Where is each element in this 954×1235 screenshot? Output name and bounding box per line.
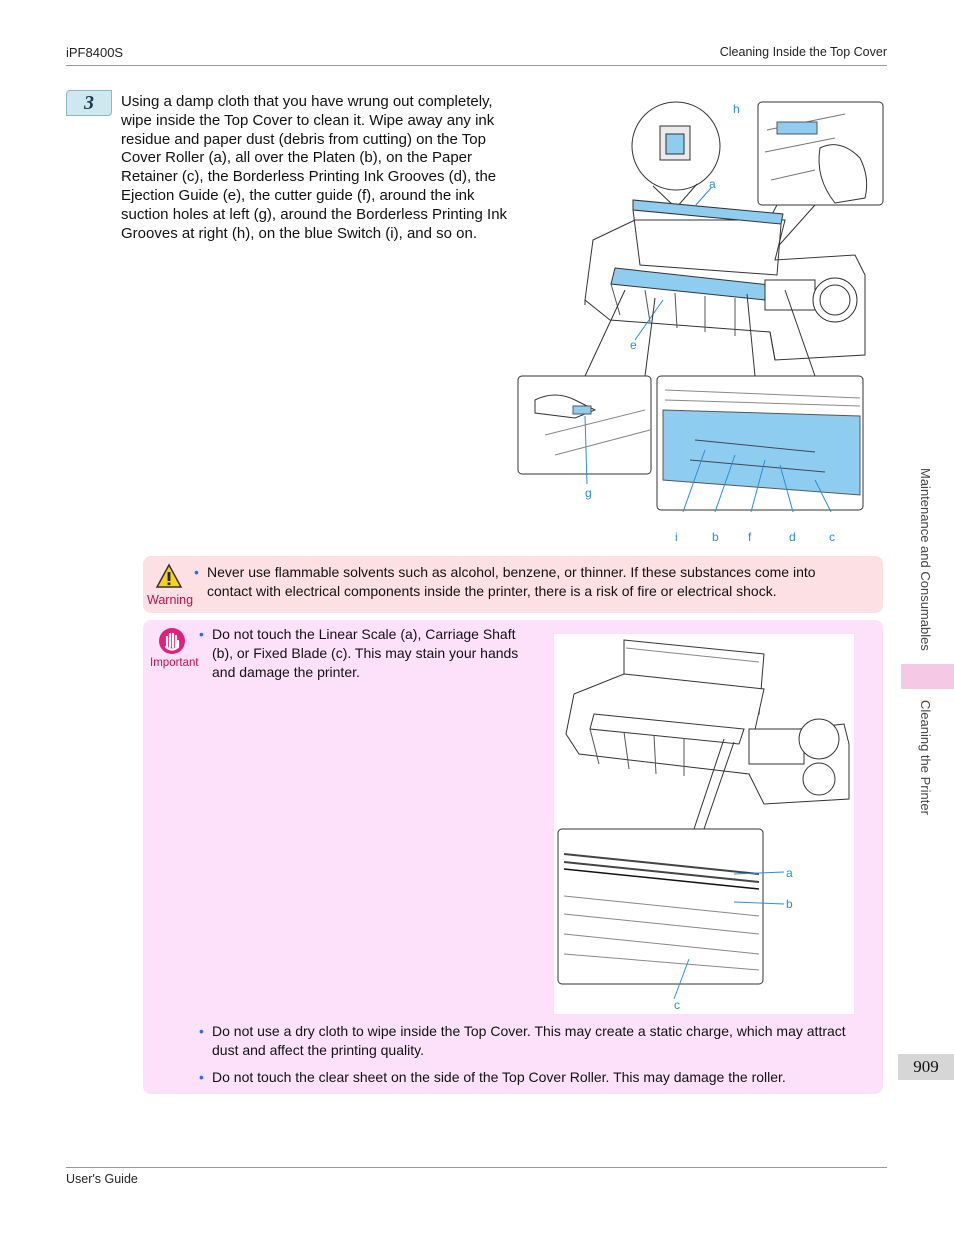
warning-bullet-text: Never use flammable solvents such as alcohol, benzene, or thinner. If these substances come into contact with electrical components inside the printer, there is a risk of fire or electrical shock. bbox=[207, 564, 816, 599]
label-a: a bbox=[709, 177, 716, 191]
header-model: iPF8400S bbox=[66, 45, 124, 60]
step-instruction-text: Using a damp cloth that you have wrung out completely, wipe inside the Top Cover to clean it. Wipe away any ink residue and paper dust (debris from cutting) on the Top Cover Roller (a), all over the Platen (b), on the Paper Retainer (c), the Borderless Printing Ink Grooves (d), the Ejection Guide (e), the cutter guide (f), around the ink suction holes at left (g), around the Borderless Printing Ink Grooves at right (h), on the blue Switch (i), and so on. bbox=[121, 93, 508, 242]
warning-caption: Warning bbox=[147, 593, 194, 607]
important-bullet-3-text: Do not touch the clear sheet on the side of the Top Cover Roller. This may damage the roller. bbox=[212, 1069, 786, 1085]
side-tab-section[interactable]: Cleaning the Printer bbox=[918, 700, 933, 815]
label-h: h bbox=[733, 102, 740, 116]
bullet-dot-icon: • bbox=[194, 564, 199, 580]
header-rule bbox=[66, 65, 887, 66]
important-bullet-3 bbox=[199, 1068, 865, 1087]
important-bullet-2-text: Do not use a dry cloth to wipe inside the Top Cover. This may create a static charge, which may attract dust and affect the printing quality. bbox=[212, 1023, 846, 1058]
footer-guide-title: User's Guide bbox=[66, 1172, 138, 1186]
important-caption: Important bbox=[150, 657, 199, 669]
footer-rule bbox=[66, 1167, 887, 1168]
printer-parts-illustration bbox=[554, 634, 854, 1014]
header-section: Cleaning Inside the Top Cover bbox=[719, 45, 887, 59]
important-hand-icon bbox=[158, 627, 186, 655]
label-i: i bbox=[675, 530, 678, 544]
bullet-dot-icon: • bbox=[199, 626, 204, 642]
page-number: 909 bbox=[898, 1054, 954, 1080]
important-bullet-1 bbox=[199, 625, 539, 682]
label-b: b bbox=[712, 530, 719, 544]
label-c: c bbox=[829, 530, 835, 544]
bullet-dot-icon: • bbox=[199, 1023, 204, 1039]
scale-shaft-blade-closeup-callout bbox=[558, 829, 763, 984]
label-d: d bbox=[789, 530, 796, 544]
printer-cleaning-illustration bbox=[515, 100, 887, 550]
important-bullet-1-text: Do not touch the Linear Scale (a), Carriage Shaft (b), or Fixed Blade (c). This may stain your hands and damage the printer. bbox=[212, 626, 519, 680]
label-fixed-blade-c: c bbox=[674, 998, 680, 1012]
bullet-dot-icon: • bbox=[199, 1069, 204, 1085]
warning-bullet bbox=[194, 563, 864, 601]
step-number-badge: 3 bbox=[66, 90, 112, 116]
label-e: e bbox=[630, 338, 637, 352]
label-linear-scale-a: a bbox=[786, 866, 793, 880]
label-g: g bbox=[585, 486, 592, 500]
side-tab-chapter[interactable]: Maintenance and Consumables bbox=[918, 468, 933, 651]
warning-triangle-icon bbox=[155, 563, 183, 589]
important-bullet-2 bbox=[199, 1022, 865, 1060]
side-tab-active-marker bbox=[901, 664, 954, 689]
label-f: f bbox=[748, 530, 752, 544]
label-carriage-shaft-b: b bbox=[786, 897, 793, 911]
